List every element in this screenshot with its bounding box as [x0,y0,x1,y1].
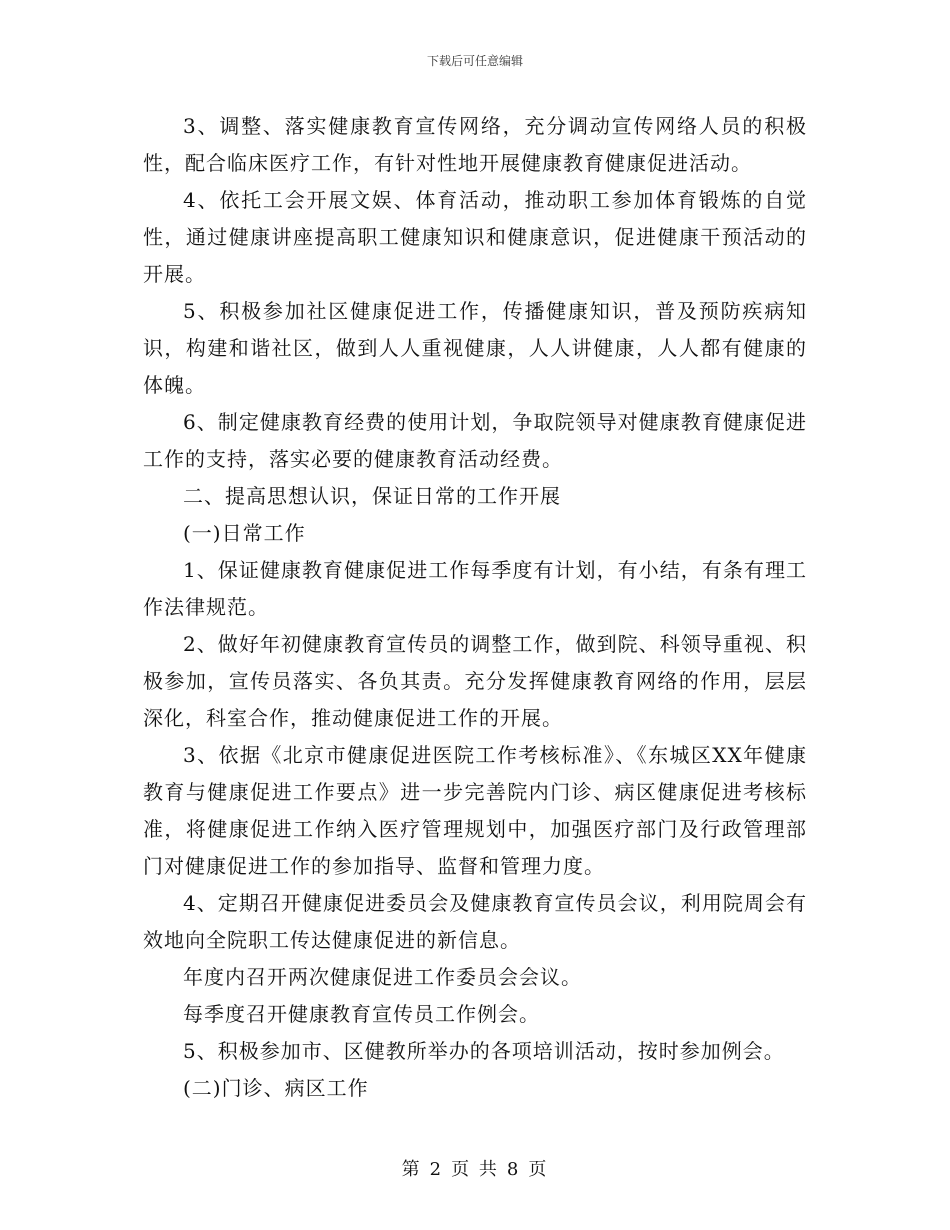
subsection-heading: (一)日常工作 [183,521,306,545]
paragraph: 年度内召开两次健康促进工作委员会会议。 [183,965,582,989]
total-pages: 8 [506,1159,521,1180]
paragraph: 4、定期召开健康促进委员会及健康教育宣传员会议，利用院周会有效地向全院职工传达健康促进的新信息。 [143,891,807,952]
page-label-suffix: 页 [528,1159,549,1180]
page-label-middle: 页 共 [451,1159,499,1180]
paragraph: 5、积极参加社区健康促进工作，传播健康知识，普及预防疾病知识，构建和谐社区，做到人人重视健康，人人讲健康，人人都有健康的体魄。 [143,299,807,397]
paragraph: 每季度召开健康教育宣传员工作例会。 [183,1002,540,1026]
paragraph: 3、调整、落实健康教育宣传网络，充分调动宣传网络人员的积极性，配合临床医疗工作，有针对性地开展健康教育健康促进活动。 [143,114,807,175]
paragraph: 5、积极参加市、区健教所举办的各项培训活动，按时参加例会。 [183,1039,785,1063]
paragraph: 1、保证健康教育健康促进工作每季度有计划，有小结，有条有理工作法律规范。 [143,558,807,619]
page-number: 2 [429,1159,444,1180]
paragraph: 4、依托工会开展文娱、体育活动，推动职工参加体育锻炼的自觉性，通过健康讲座提高职工健康知识和健康意识，促进健康干预活动的开展。 [143,188,807,286]
document-body [143,108,807,1107]
page-header: 下载后可任意编辑 [426,54,523,68]
page-label-prefix: 第 [401,1159,422,1180]
paragraph: 6、制定健康教育经费的使用计划，争取院领导对健康教育健康促进工作的支持，落实必要的健康教育活动经费。 [143,410,807,471]
page-footer [0,1155,950,1181]
paragraph: 2、做好年初健康教育宣传员的调整工作，做到院、科领导重视、积极参加，宣传员落实、各负其责。充分发挥健康教育网络的作用，层层深化，科室合作，推动健康促进工作的开展。 [143,632,807,730]
section-heading: 二、提高思想认识，保证日常的工作开展 [183,484,561,508]
paragraph: 3、依据《北京市健康促进医院工作考核标准》、《东城区XX年健康教育与健康促进工作要点》进一步完善院内门诊、病区健康促进考核标准，将健康促进工作纳入医疗管理规划中，加强医疗部门及行政管理部门对健康促进工作的参加指导、监督和管理力度。 [143,743,807,878]
subsection-heading: (二)门诊、病区工作 [183,1076,369,1100]
